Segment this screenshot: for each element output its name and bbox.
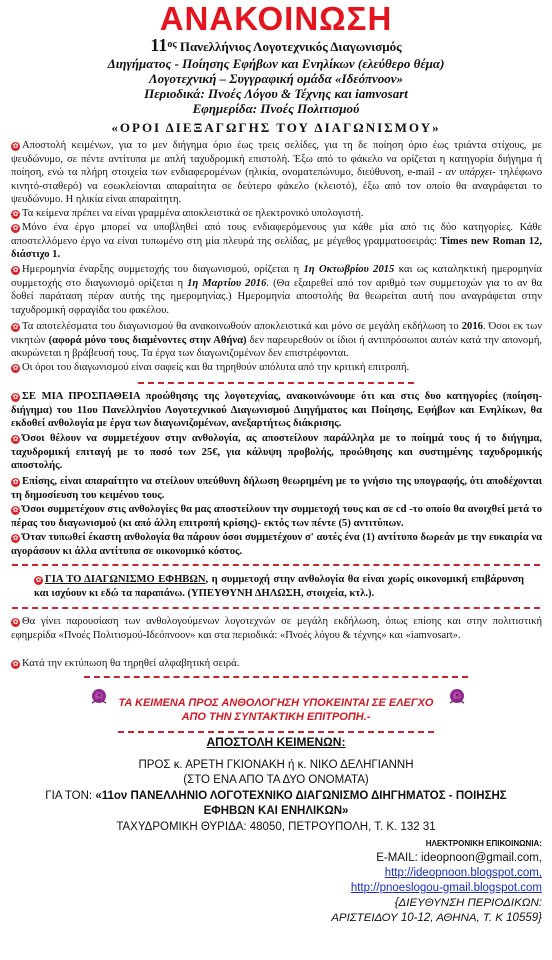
organizer-line: Λογοτεχνική – Συγγραφική ομάδα «Ιδεόπνοον» [148, 71, 404, 86]
event-order-text: Κατά την εκτύπωση θα τηρηθεί αλφαβητική σειρά. [22, 658, 240, 669]
anthology-cd [11, 503, 542, 530]
rule-one-work-text: Μόνο ένα έργο μπορεί να υποβληθεί από τους ενδιαφερόμενους για κάθε μία από τις δύο κατηγορίες. Κάθε αποστελλόμενο έργο να είναι τυπωμένο στη μία πλευρά της σελίδας, με μέγεθος γραμματοσειράς: [11, 222, 542, 247]
teens-notice-text: , η συμμετοχή στην ανθολογία θα είναι χωρίς οικονομική επιβάρυνση και ισχύουν κι εδώ τα παραπάνω. (ΥΠΕΥΘΥΝΗ ΔΗΛΩΣΗ, στοιχεία, κτλ.). [34, 574, 524, 599]
for-label: ΓΙΑ ΤΟΝ: [45, 790, 96, 802]
rule-submission-italic: αν υπάρχει- [445, 167, 496, 179]
contest-name: Πανελλήνιος Λογοτεχνικός Διαγωνισμός [176, 39, 402, 54]
rule-submission-text: Αποστολή κειμένων, για το μεν διήγημα όριο έως τρεις σελίδες, για τη δε ποίηση όριο έως τριάντα στίχους, με ψευδώνυμο, σε πέντε αντίτυπα με απλή ταχυδρομική επιστολή. Έξω από το φάκελο να ορίζεται η κατηγορία διήγημα ή ποίηση, ενώ τα πλήρη στοιχεία των ενδιαφερομένων (ηλικία, ονοματεπώνυμο, διεύθυνση, e-mail - [11, 140, 542, 179]
flower-bullet-icon: ✿ [12, 478, 19, 486]
divider-short-2 [84, 676, 468, 678]
rule-dates-c: . (Θα εξαιρεθεί από τον αριθμό των συμμετοχών για το αν θα δοθεί παράταση πέραν αυτής της ημερομηνίας.) Ημερομηνία αποστολής θα θεωρείται αυτή που αναγράφεται στην ταχυδρομική σφραγίδα του φακέλου. [11, 277, 543, 316]
flower-bullet-icon: ✿ [12, 266, 19, 274]
submission-address-title: ΑΠΟΣΤΟΛΗ ΚΕΙΜΕΝΩΝ: [206, 735, 346, 749]
contest-subtitle: Διηγήματος - Ποίησης Εφήβων και Ενηλίκων (ελεύθερο θέμα) [107, 56, 445, 71]
flower-bullet-icon: ✿ [12, 364, 19, 372]
newspaper-line: Εφημερίδα: Πνοές Πολιτισμού [192, 101, 360, 116]
anthology-intro [11, 390, 542, 431]
magazine-address-label: {ΔΙΕΥΘΥΝΣΗ ΠΕΡΙΟΔΙΚΩΝ: [394, 897, 542, 909]
contact-block [331, 836, 542, 926]
anthology-intro-text: ΣΕ ΜΙΑ ΠΡΟΣΠΑΘΕΙΑ προώθησης της λογοτεχνίας, ανακοινώνουμε ότι και στις δυο κατηγορίες (ποίηση-διήγημα) του 11ου Πανελληνίου Λογοτεχνικού Διαγωνισμού Διηγήματος και Ποίησης, Εφήβων και Ενηλίκων, θα εκδοθεί ανθολογία με έργα των διαγωνιζομένων, ανεξαρτήτως διάκρισης. [11, 391, 542, 430]
contact-heading: ΗΛΕΚΤΡΟΝΙΚΗ ΕΠΙΚΟΙΝΩΝΙΑ: [425, 839, 542, 848]
anthology-declaration [11, 475, 542, 502]
magazines-line: Περιοδικά: Πνοές Λόγου & Τέχνης και iamvosart [144, 86, 408, 101]
contest-number-suffix: ος [167, 39, 177, 50]
event-presentation [11, 615, 542, 642]
flower-bullet-icon: ✿ [12, 435, 19, 443]
flower-bullet-icon: ✿ [12, 660, 19, 668]
rule-results-c: δεν παρευρεθούν οι ίδιοι ή αντιπρόσωποι αυτών κατά την απονομή, ακυρώνεται η βράβευσή τους. Τα έργα των διαγωνιζομένων δεν επιστρέφονται. [11, 334, 543, 360]
rule-results-athens: (αφορά μόνο τους διαμένοντες στην Αθήνα) [48, 334, 247, 346]
flower-bullet-icon: ✿ [12, 618, 19, 626]
anthology-copy-text: Όταν τυπωθεί έκαστη ανθολογία θα πάρουν όσοι συμμετέχουν σ' αυτές ένα (1) αντίτυπο δωρεάν με την ευκαιρία να αγοράσουν κι άλλα αντίτυπα σε οικονομικό κόστος. [11, 532, 542, 557]
email-address[interactable]: ideopnoon@gmail.com, [421, 852, 542, 864]
flower-bullet-icon: ✿ [12, 142, 19, 150]
rule-dates-b: και ως καταληκτική ημερομηνία συμμετοχής στο διαγωνισμό ορίζεται η [11, 264, 542, 289]
contest-label-1: «11ον ΠΑΝΕΛΛΗΝΙΟ ΛΟΓΟΤΕΧΝΙΚΟ ΔΙΑΓΩΝΙΣΜΟ ΔΙΗΓΗΜΑΤΟΣ - ΠΟΙΗΣΗΣ [95, 790, 507, 802]
recipient-note: (ΣΤΟ ΕΝΑ ΑΠΟ ΤΑ ΔΥΟ ΟΝΟΜΑΤΑ) [183, 774, 369, 786]
rule-results [11, 320, 542, 361]
contest-label-2: ΕΦΗΒΩΝ ΚΑΙ ΕΝΗΛΙΚΩΝ» [203, 805, 349, 817]
rule-submission-end: τηλέφωνο κινητό-σταθερό) να εσωκλείονται απαραίτητα σε δεύτερο φάκελο (κλειστό), έξω από τον οποίο θα αναγράφεται το ψευδώνυμο. Η ηλικία είναι απαραίτητη. [11, 167, 542, 206]
rules-heading: «ΟΡΟΙ ΔΙΕΞΑΓΩΓΗΣ ΤΟΥ ΔΙΑΓΩΝΙΣΜΟΥ» [111, 120, 441, 135]
flower-bullet-icon: ✿ [12, 210, 19, 218]
anthology-fee [11, 432, 542, 473]
rule-results-b: . Όσοι εκ των νικητών [11, 321, 542, 346]
rule-submission [11, 139, 542, 207]
flower-bullet-icon: ✿ [12, 534, 19, 542]
flower-bullet-icon: ✿ [12, 224, 19, 232]
rule-results-a: Τα αποτελέσματα του διαγωνισμού θα ανακοινωθούν αποκλειστικά και μόνο σε μεγάλη εκδήλωση το [22, 321, 462, 332]
control-notice-line1: ΤΑ ΚΕΙΜΕΝΑ ΠΡΟΣ ΑΝΘΟΛΟΓΗΣΗ ΥΠΟΚΕΙΝΤΑΙ ΣΕ ΕΛΕΓΧΟ [118, 697, 434, 709]
control-notice-line2: ΑΠΟ ΤΗΝ ΣΥΝΤΑΚΤΙΚΗ ΕΠΙΤΡΟΠΗ.- [181, 711, 371, 723]
event-order [11, 657, 542, 671]
start-date: 1η Οκτωβρίου 2015 [303, 264, 395, 275]
rule-dates [11, 263, 542, 317]
divider-long-1 [12, 564, 540, 566]
rule-typed [11, 207, 542, 221]
email-label: E-MAIL: [376, 852, 421, 864]
email-line [331, 851, 542, 866]
rule-committee [11, 361, 542, 375]
results-year: 2016 [461, 321, 483, 332]
rule-font-spec: Times new Roman 12, διάστιχο 1. [11, 235, 542, 261]
teens-notice-lead: ΓΙΑ ΤΟ ΔΙΑΓΩΝΙΣΜΟ ΕΦΗΒΩΝ [45, 574, 206, 585]
announcement-title: ΑΝΑΚΟΙΝΩΣΗ [159, 0, 393, 37]
anthology-declaration-text: Επίσης, είναι απαραίτητο να στείλουν υπεύθυνη δήλωση θεωρημένη με το γνήσιο της υπογραφής, ότι αποδέχονται τη δημοσίευση του κειμένου τους. [11, 476, 542, 501]
end-date: 1η Μαρτίου 2016 [187, 277, 267, 289]
rule-one-work [11, 221, 542, 262]
blog-link-2[interactable]: http://pnoeslogou-gmail.blogspot.com [350, 882, 542, 894]
magazine-address: ΑΡΙΣΤΕΙΔΟΥ 10-12, ΑΘΗΝΑ, Τ. Κ 10559} [331, 912, 542, 924]
contest-number: 11 [150, 35, 168, 55]
rule-dates-a: Ημερομηνία έναρξης συμμετοχής του διαγωνισμού, ορίζεται η [22, 264, 304, 275]
rule-typed-text: Τα κείμενα πρέπει να είναι γραμμένα αποκλειστικά σε ηλεκτρονικό υπολογιστή. [22, 208, 364, 219]
event-presentation-text: Θα γίνει παρουσίαση των ανθολογούμενων λογοτεχνών σε μεγάλη εκδήλωση, όπως επίσης και στην πολιτιστική εφημερίδα «Πνοές Πολιτισμού-Ιδεόπνοον» και στα περιοδικά: «Πνοές λόγου & τέχνης» και «iamvosart». [11, 616, 542, 641]
po-box: ΤΑΧΥΔΡΟΜΙΚΗ ΘΥΡΙΔΑ: 48050, ΠΕΤΡΟΥΠΟΛΗ, Τ. Κ. 132 31 [116, 821, 436, 833]
flower-bullet-icon: ✿ [12, 506, 19, 514]
blog-link-1[interactable]: http://ideopnoon.blogspot.com, [384, 867, 542, 879]
contest-label-line [0, 789, 552, 804]
divider-short-1 [138, 382, 414, 384]
divider-long-2 [12, 607, 540, 609]
recipient-names: ΠΡΟΣ κ. ΑΡΕΤΗ ΓΚΙΟΝΑΚΗ ή κ. ΝΙΚΟ ΔΕΛΗΓΙΑΝΝΗ [138, 759, 414, 771]
anthology-copy [11, 531, 542, 558]
contest-heading [0, 37, 552, 54]
anthology-fee-text: Όσοι θέλουν να συμμετέχουν στην ανθολογία, ας αποστείλουν παράλληλα με το ποίημά τους ή το διήγημα, ταχυδρομική επιταγή με το ποσό των 25€, για κάλυψη προβολής, προώθησης και συστημένης ταχυδρομικής αποστολής. [11, 433, 542, 472]
flower-bullet-icon: ✿ [35, 576, 42, 584]
anthology-cd-text: Όσοι συμμετέχουν στις ανθολογίες θα μας αποστείλουν την συμμετοχή τους και σε cd -το οποίο θα ανοιχθεί μετά το πέρας του διαγωνισμού (κι από άλλη επιτροπή κρίσης)- εκτός των πέντε (5) αντιτύπων. [11, 504, 542, 529]
flower-bullet-icon: ✿ [12, 323, 19, 331]
rule-committee-text: Οι όροι του διαγωνισμού είναι σαφείς και θα τηρηθούν απόλυτα από την κριτική επιτροπή. [22, 362, 410, 373]
teens-notice [34, 573, 524, 600]
flower-bullet-icon: ✿ [12, 393, 19, 401]
divider-short-3 [118, 731, 434, 733]
